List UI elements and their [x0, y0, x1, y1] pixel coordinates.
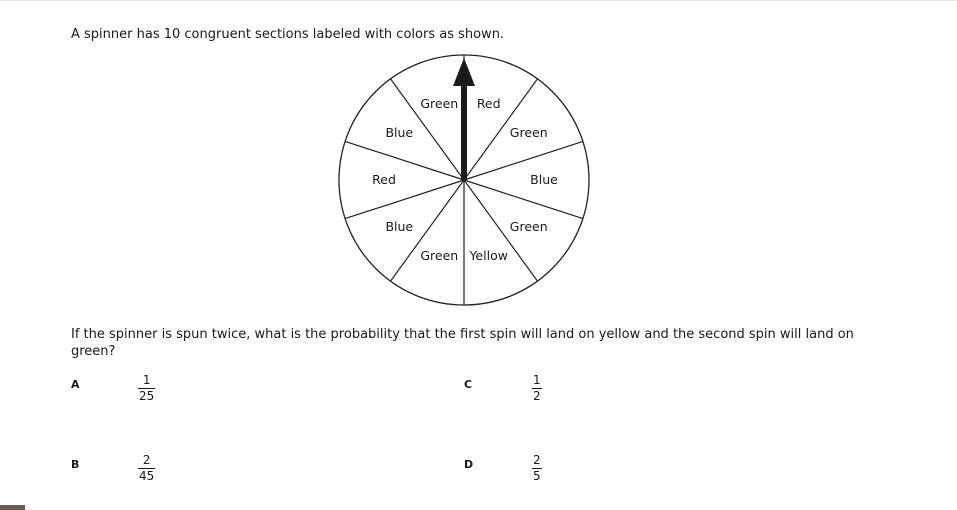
choice-c-numerator: 1 [533, 373, 541, 387]
corner-tab [0, 505, 25, 510]
spinner-spoke [345, 180, 464, 219]
choice-c-denominator: 2 [533, 389, 541, 403]
choice-d-answer[interactable] [532, 454, 542, 483]
choice-a-answer[interactable] [138, 374, 155, 403]
choice-c-answer[interactable] [532, 374, 542, 403]
choice-d-letter: D [464, 458, 474, 471]
choice-c-letter: C [464, 378, 473, 391]
choice-b-answer[interactable] [138, 454, 155, 483]
spinner-section-label: Green [509, 219, 548, 234]
spinner-section-label: Yellow [469, 248, 508, 264]
choice-b-numerator: 2 [142, 453, 151, 467]
spinner-section-label: Blue [385, 125, 414, 140]
spinner-section-label: Green [420, 248, 459, 264]
arrow-icon [453, 58, 475, 180]
choice-a-denominator: 25 [139, 389, 155, 403]
intro-text: A spinner has 10 congruent sections labeled with colors as shown. [71, 27, 505, 42]
choice-b-denominator: 45 [139, 469, 155, 483]
choice-a-letter: A [71, 378, 80, 391]
choice-d-denominator: 5 [533, 469, 541, 483]
top-divider [0, 0, 957, 1]
spinner-section-label: Red [476, 95, 501, 111]
choice-a-numerator: 1 [142, 373, 151, 387]
spinner-spoke [464, 141, 583, 180]
spinner-section-label: Red [372, 172, 396, 187]
spinner-spoke [464, 180, 583, 219]
spinner-section-label: Green [420, 95, 459, 111]
spinner-diagram [335, 50, 595, 310]
spinner-section-label: Blue [385, 219, 414, 234]
question-text: If the spinner is spun twice, what is the probability that the first spin will land on yellow and the second spin will land on green? [71, 327, 854, 359]
choice-d-numerator: 2 [533, 453, 541, 467]
spinner-section-label: Blue [530, 172, 558, 187]
spinner-section-label: Green [509, 125, 548, 140]
spinner-spoke [345, 141, 464, 180]
choice-b-letter: B [71, 458, 80, 471]
